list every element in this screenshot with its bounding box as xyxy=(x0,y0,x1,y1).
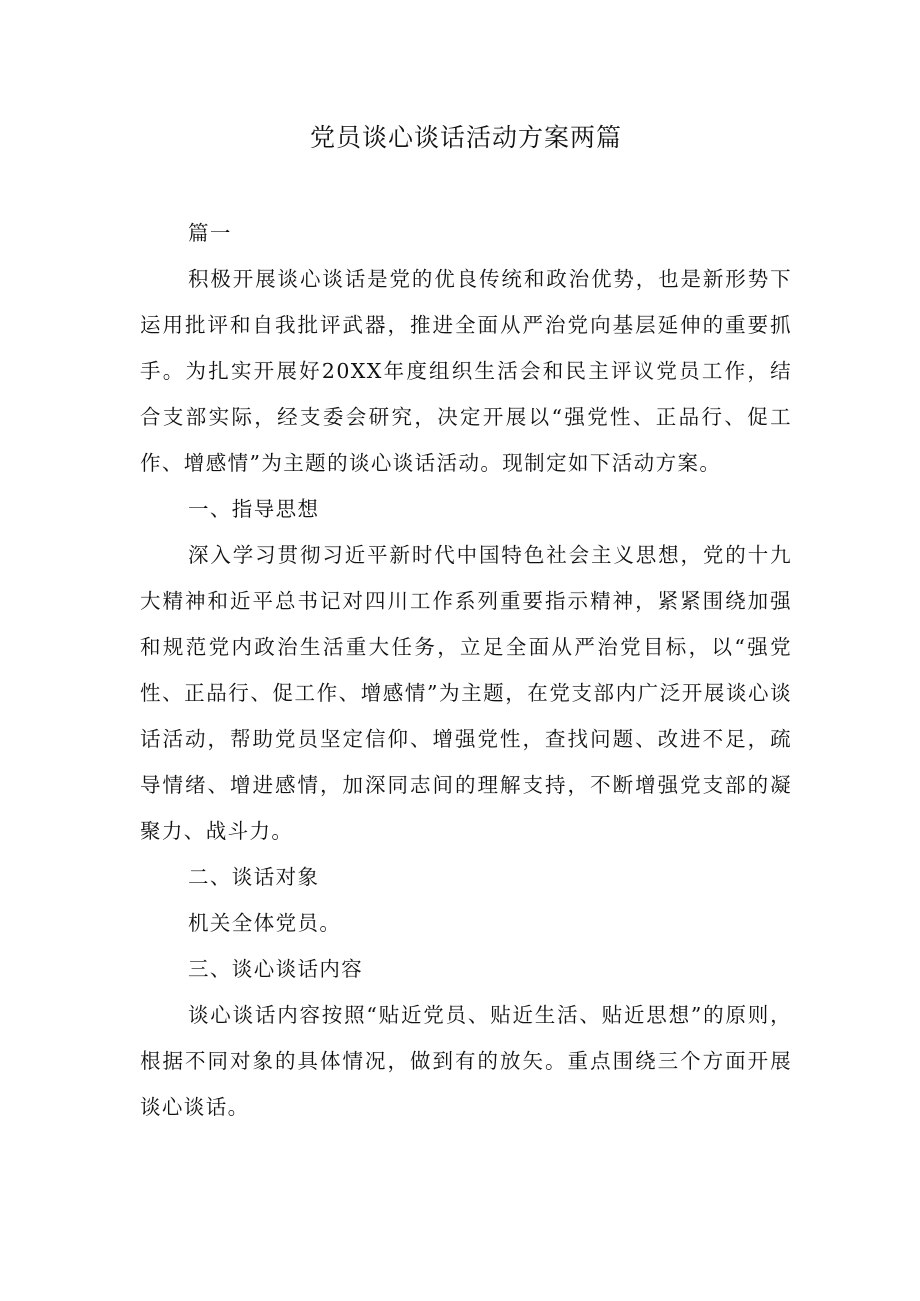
section-label-part-one: 篇一 xyxy=(188,221,232,245)
guiding-ideology-paragraph: 深入学习贯彻习近平新时代中国特色社会主义思想，党的十九大精神和近平总书记对四川工作系列重要指示精神，紧紧围绕加强和规范党内政治生活重大任务，立足全面从严治党目标，以“强党性、正品行、促工作、增感情”为主题，在党支部内广泛开展谈心谈话活动，帮助党员坚定信仰、增强党性，查找问题、改进不足，疏导情绪、增进感情，加深同志间的理解支持，不断增强党支部的凝聚力、战斗力。 xyxy=(140,543,792,843)
document-title: 党员谈心谈话活动方案两篇 xyxy=(309,123,622,152)
talk-targets-paragraph: 机关全体党员。 xyxy=(188,911,342,935)
heading-guiding-ideology: 一、指导思想 xyxy=(188,497,320,521)
heading-talk-targets: 二、谈话对象 xyxy=(188,865,320,889)
heading-talk-content: 三、谈心谈话内容 xyxy=(188,957,364,981)
document-body xyxy=(140,210,792,1130)
intro-paragraph: 积极开展谈心谈话是党的优良传统和政治优势，也是新形势下运用批评和自我批评武器，推进全面从严治党向基层延伸的重要抓手。为扎实开展好20XX年度组织生活会和民主评议党员工作，结合支部实际，经支委会研究，决定开展以“强党性、正品行、促工作、增感情”为主题的谈心谈话活动。现制定如下活动方案。 xyxy=(140,267,792,475)
talk-content-paragraph: 谈心谈话内容按照“贴近党员、贴近生活、贴近思想”的原则，根据不同对象的具体情况，做到有的放矢。重点围绕三个方面开展谈心谈话。 xyxy=(140,1003,792,1119)
